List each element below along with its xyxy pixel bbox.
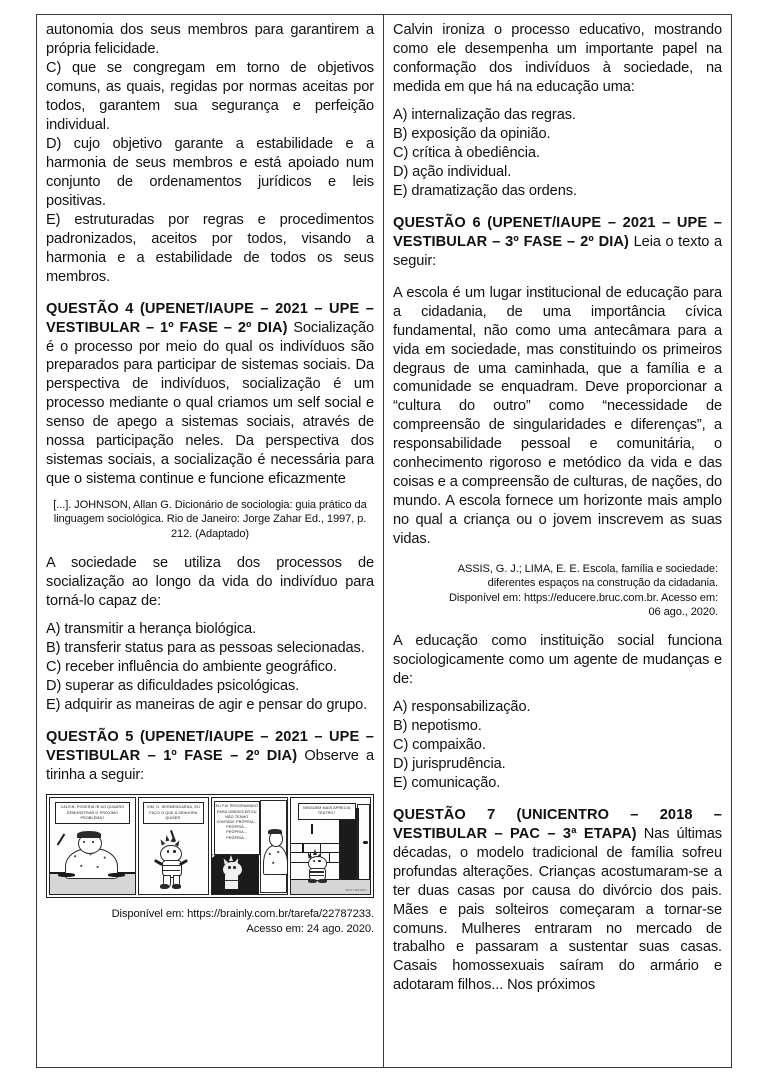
spacer: [46, 541, 374, 554]
calvin-shirt-stripe: [162, 870, 180, 871]
question-7-body: Nas últimas décadas, o modelo tradicional de família sofreu profundas alterações. Crianças acostumaram-se a ter duas casas por causa do divórcio dos pais. Mães e pais solteiros começaram a tornar-se comuns. Mulheres entraram no mercado de trabalho e passaram a sustentar suas casas. Casais homossexuais saíram do armário e adotaram filhos... Nos próximos: [393, 825, 723, 994]
calvin-shirt-stripe: [225, 880, 239, 881]
spacer: [393, 619, 722, 632]
comic-source-caption: Disponível em: https://brainly.com.br/tarefa/22787233. Acesso em: 24 ago. 2020.: [111, 908, 374, 936]
spacer: [46, 715, 374, 728]
comic-panel-3: [211, 797, 288, 895]
calvin-shoe-left: [308, 879, 317, 883]
question-7-header: QUESTÃO 7 (UNICENTRO – 2018 – VESTIBULAR – PAC – 3ª ETAPA): [393, 806, 722, 842]
calvin-eye-left: [228, 866, 231, 869]
question-4-header: QUESTÃO 4 (UPENET/IAUPE – 2021 – UPE – VESTIBULAR – 1º FASE – 2º DIA): [46, 300, 374, 336]
spacer: [393, 689, 722, 698]
calvin-hair-spike: [170, 836, 175, 843]
teacher-dress-dots: [264, 846, 287, 875]
calvin-hair-spike: [165, 835, 170, 842]
speech-tail-icon: [64, 828, 72, 837]
comic-panel-2-speech-bubble: SIM, D. HERMENGARDA, EU FAÇO O QUE A SENHORA QUISER.: [143, 802, 204, 824]
speech-tail-line: [311, 824, 313, 834]
question-4-option-a: A) transmitir a herança biológica.: [46, 620, 256, 637]
question-4-option-d: D) superar as dificuldades psicológicas.: [46, 677, 300, 694]
calvin-shirt-stripe: [309, 871, 324, 872]
calvin-body: [225, 875, 239, 888]
option-c-continued: C) que se congregam em torno de objetivos comuns, as quais, regidas por normas aceitas por todos, garantem sua segurança e perfeição individual.: [46, 59, 374, 133]
question-7: [393, 806, 722, 996]
question-6-body: Leia o texto a seguir:: [393, 233, 722, 269]
question-4-option-e: E) adquirir as maneiras de agir e pensar do grupo.: [46, 696, 368, 713]
calvin-eye-right: [233, 866, 236, 869]
door-handle-icon: [363, 841, 368, 844]
document-page: [36, 14, 732, 1068]
comic-panel-4-speech-bubble: NINGUÉM MAIS APRECIA TEATRO?: [298, 803, 356, 819]
question-6-text: A escola é um lugar institucional de educação para a cidadania, de uma importância cívica fundamental, não como uma antecâmara para a vida em sociedade, mas constituindo os primeiros degraus de uma caminhada, que a família e a comunidade se enquadram. Deve proporcionar a “cultura do outro” como “necessidade de compreensão de singularidades e diferenças”, a responsabilidade pessoal e comunitária, o conhecimento rigoroso e metódico da vida e das coisas e a compreensão de culturas, de nações, do mundo. A escola fornece um horizonte mais amplo no qual a criança ou o jovem inscrevem as suas vidas.: [393, 284, 722, 548]
comic-panel-2: [138, 797, 209, 895]
calvin-eye-left: [167, 850, 170, 853]
teacher-hair: [268, 829, 282, 834]
brick-line: [329, 852, 330, 862]
question-4-option-b: B) transferir status para as pessoas selecionadas.: [46, 639, 365, 656]
teacher-hand-right: [108, 873, 125, 877]
calvin-hair-spike: [229, 855, 233, 861]
spacer: [393, 549, 722, 562]
spacer: [393, 271, 722, 284]
calvin-shirt-stripe: [162, 865, 180, 866]
brick-line: [302, 843, 303, 853]
comic-panel-4: [290, 797, 371, 895]
question-5-option-a: A) internalização das regras.: [393, 106, 576, 123]
calvin-shoe-right: [172, 884, 181, 889]
comic-panel-1: [49, 797, 136, 895]
question-5-body: Observe a tirinha a seguir:: [46, 747, 374, 783]
question-6-stem: A educação como instituição social funciona sociologicamente como um agente de mudanças e de:: [393, 632, 722, 687]
spacer: [46, 611, 374, 620]
question-5-stem: Calvin ironiza o processo educativo, mostrando como ele desempenha um importante papel na conformação dos indivíduos à sociedade, na medida em que há na educação uma:: [393, 22, 722, 95]
teacher-eye-left: [83, 841, 85, 843]
right-column: [384, 15, 731, 1067]
question-6-header: QUESTÃO 6 (UPENET/IAUPE – 2021 – UPE – VESTIBULAR – 3º FASE – 2º DIA): [393, 214, 722, 250]
option-e-continued: E) estruturadas por regras e procedimentos padronizados, aceitos por todos, visando a harmonia e a estabilidade de todos os seus membros.: [46, 211, 374, 285]
question-6-source: ASSIS, G. J.; LIMA, E. E. Escola, família e sociedade: diferentes espaços na construção da cidadania. Disponível em: https://educere.bruc.com.br. Acesso em: 06 ago., 2020.: [449, 563, 718, 618]
calvin-eye-right: [173, 850, 176, 853]
question-5-option-d: D) ação individual.: [393, 163, 512, 180]
calvin-hair-spike: [158, 838, 164, 845]
question-5-header: QUESTÃO 5 (UPENET/IAUPE – 2021 – UPE – VESTIBULAR – 1º FASE – 2º DIA): [46, 728, 374, 764]
question-4: [46, 300, 374, 490]
question-6: [393, 214, 722, 271]
continuation-paragraph: autonomia dos seus membros para garantirem a própria felicidade.: [46, 22, 374, 57]
spacer: [393, 201, 722, 214]
question-5-option-c: C) crítica à obediência.: [393, 144, 540, 161]
calvin-shoe-right: [318, 879, 327, 883]
wall-line: [291, 843, 340, 844]
question-5-option-e: E) dramatização das ordens.: [393, 182, 577, 199]
speech-tail-line: [57, 833, 66, 845]
question-6-option-c: C) compaixão.: [393, 736, 486, 753]
question-6-option-b: B) nepotismo.: [393, 717, 482, 734]
calvin-shirt-stripe: [309, 875, 324, 876]
comic-panel-3-speech-bubble: EU FUI PROGRAMADO PARA OBEDECER EU NÃO TENHO VONTADE PRÓPRIA... PRÓPRIA... PRÓPRIA... PRÓPRIA...: [214, 801, 261, 855]
option-d-continued: D) cujo objetivo garante a estabilidade e a harmonia de seus membros e está apoiado num conjunto de ordenamentos jurídicos e leis positivas.: [46, 135, 374, 209]
question-5-option-b: B) exposição da opinião.: [393, 125, 551, 142]
spacer: [393, 793, 722, 806]
question-4-stem: A sociedade se utiliza dos processos de socialização ao longo da vida do indivíduo para torná-lo capaz de:: [46, 554, 374, 609]
teacher-hair: [77, 831, 101, 838]
question-5: [46, 728, 374, 785]
artist-signature: WATTERSON: [345, 888, 367, 893]
teacher-eye-right: [92, 841, 94, 843]
question-6-option-d: D) jurisprudência.: [393, 755, 506, 772]
question-4-body: Socialização é o processo por meio do qual os indivíduos são preparados para participar de sistemas sociais. Da perspectiva de indivíduos, socialização é um processo mediante o qual criamos um self social e senso de apego a sistemas sociais, através de nossa participação neles. Da perspectiva dos sistemas sociais, a socialização é necessária para que o sistema continue e funcione eficazmente: [46, 319, 374, 488]
question-6-option-a: A) responsabilização.: [393, 698, 531, 715]
comic-panel-1-speech-bubble: CALVIN, PODERIA IR AO QUADRO DEMONSTRAR O PRÓXIMO PROBLEMA?: [55, 802, 130, 824]
question-6-option-e: E) comunicação.: [393, 774, 501, 791]
comic-strip: [46, 794, 374, 898]
calvin-hair-spike: [313, 849, 317, 855]
question-4-option-c: C) receber influência do ambiente geográfico.: [46, 658, 337, 675]
spacer: [46, 287, 374, 300]
teacher-body: [263, 845, 288, 876]
calvin-shoe-left: [160, 884, 169, 889]
spacer: [393, 97, 722, 106]
left-column: [37, 15, 384, 1067]
question-4-source: [...]. JOHNSON, Allan G. Dicionário de sociologia: guia prático da linguagem sociológica. Rio de Janeiro: Jorge Zahar Ed., 1997, p. 212. (Adaptado): [53, 499, 367, 540]
spacer: [46, 489, 374, 498]
